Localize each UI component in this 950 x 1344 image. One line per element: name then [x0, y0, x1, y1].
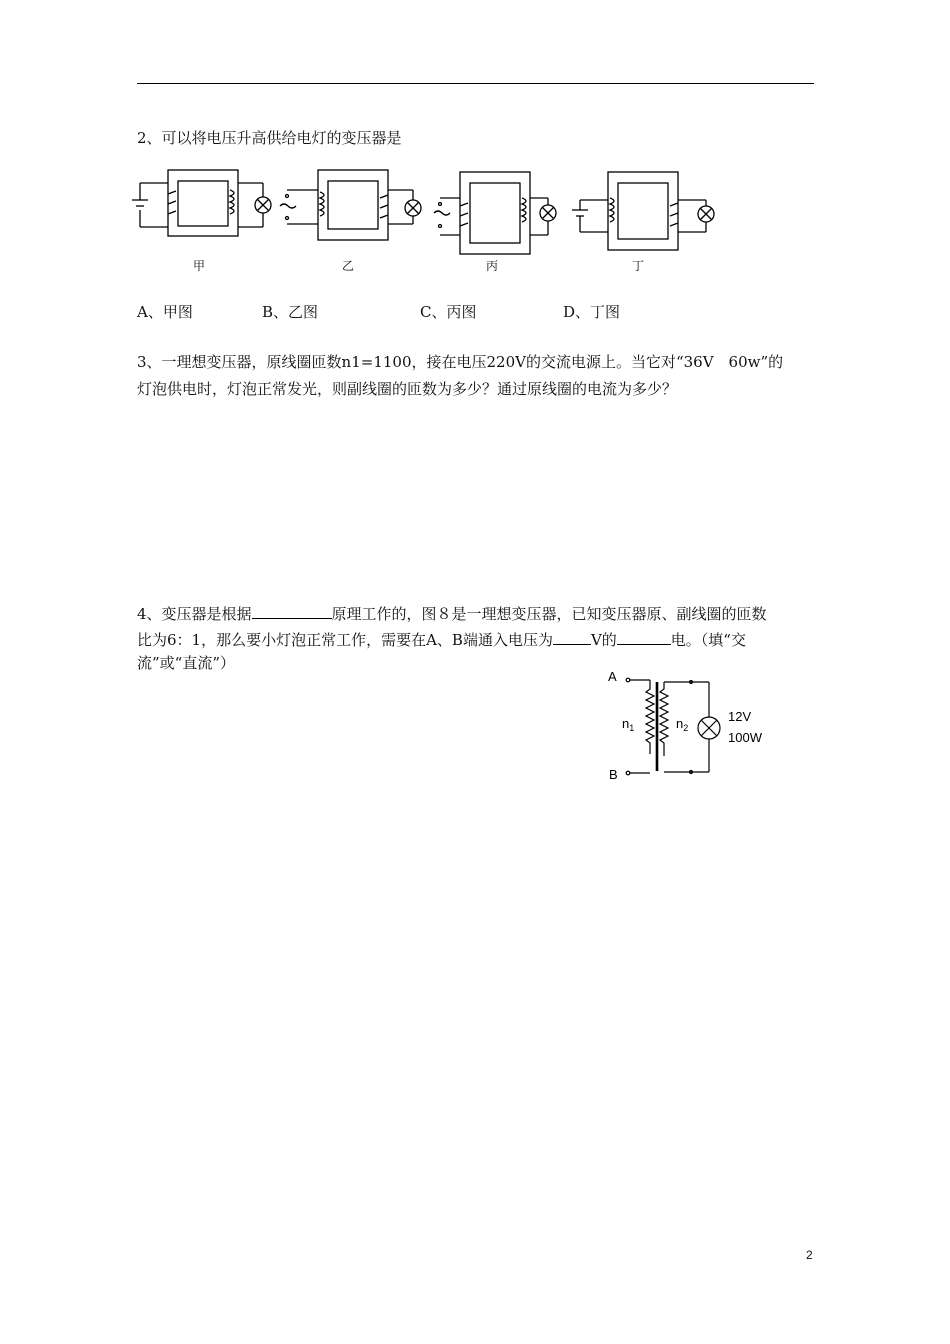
figure-ding — [572, 172, 714, 250]
q4-part-2: 原理工作的，图８是一理想变压器，已知变压器原、副线圈的匝数 — [331, 605, 767, 623]
header-rule — [137, 83, 814, 84]
question-4-line-3: 流”或“直流”） — [137, 654, 236, 672]
option-d: D、丁图 — [563, 303, 621, 321]
page-number: 2 — [806, 1248, 813, 1262]
blank-current-type[interactable] — [617, 628, 671, 645]
figure-yi — [280, 170, 421, 240]
lamp-power-label: 100W — [728, 730, 762, 745]
figure-bing — [434, 172, 556, 254]
caption-yi: 乙 — [342, 259, 355, 273]
caption-jia: 甲 — [193, 259, 206, 273]
transformer-circuit — [600, 665, 800, 790]
option-c: C、丙图 — [420, 303, 477, 321]
blank-principle[interactable] — [252, 602, 332, 619]
question-4-line-2 — [137, 628, 746, 650]
caption-bing: 丙 — [486, 259, 499, 273]
question-4-line-1 — [137, 602, 767, 624]
question-3-line-1: 3、一理想变压器，原线圈匝数n1=1100，接在电压220V的交流电源上。当它对“36V 60w”的 — [137, 353, 784, 371]
q4-part-3: 比为6：1，那么要小灯泡正常工作，需要在A、B端通入电压为 — [137, 631, 553, 649]
lamp-voltage-label: 12V — [728, 709, 752, 724]
transformer-figures — [130, 160, 730, 260]
caption-ding: 丁 — [632, 259, 645, 273]
n2-label: $n_2$ — [676, 716, 689, 733]
q4-part-5: 电。（填“交 — [670, 631, 746, 649]
q4-part-4: V的 — [590, 631, 617, 649]
option-a: A、甲图 — [137, 303, 193, 321]
blank-voltage[interactable] — [553, 628, 591, 645]
question-2-text: 2、可以将电压升高供给电灯的变压器是 — [137, 129, 402, 147]
q4-part-1: 4、变压器是根据 — [137, 605, 252, 623]
n1-label: $n_1$ — [622, 716, 635, 733]
question-3-line-2: 灯泡供电时，灯泡正常发光，则副线圈的匝数为多少？通过原线圈的电流为多少？ — [137, 380, 678, 398]
terminal-b-label: B — [609, 767, 618, 782]
option-b: B、乙图 — [262, 303, 319, 321]
terminal-a-label: A — [608, 669, 617, 684]
figure-jia — [132, 170, 271, 236]
